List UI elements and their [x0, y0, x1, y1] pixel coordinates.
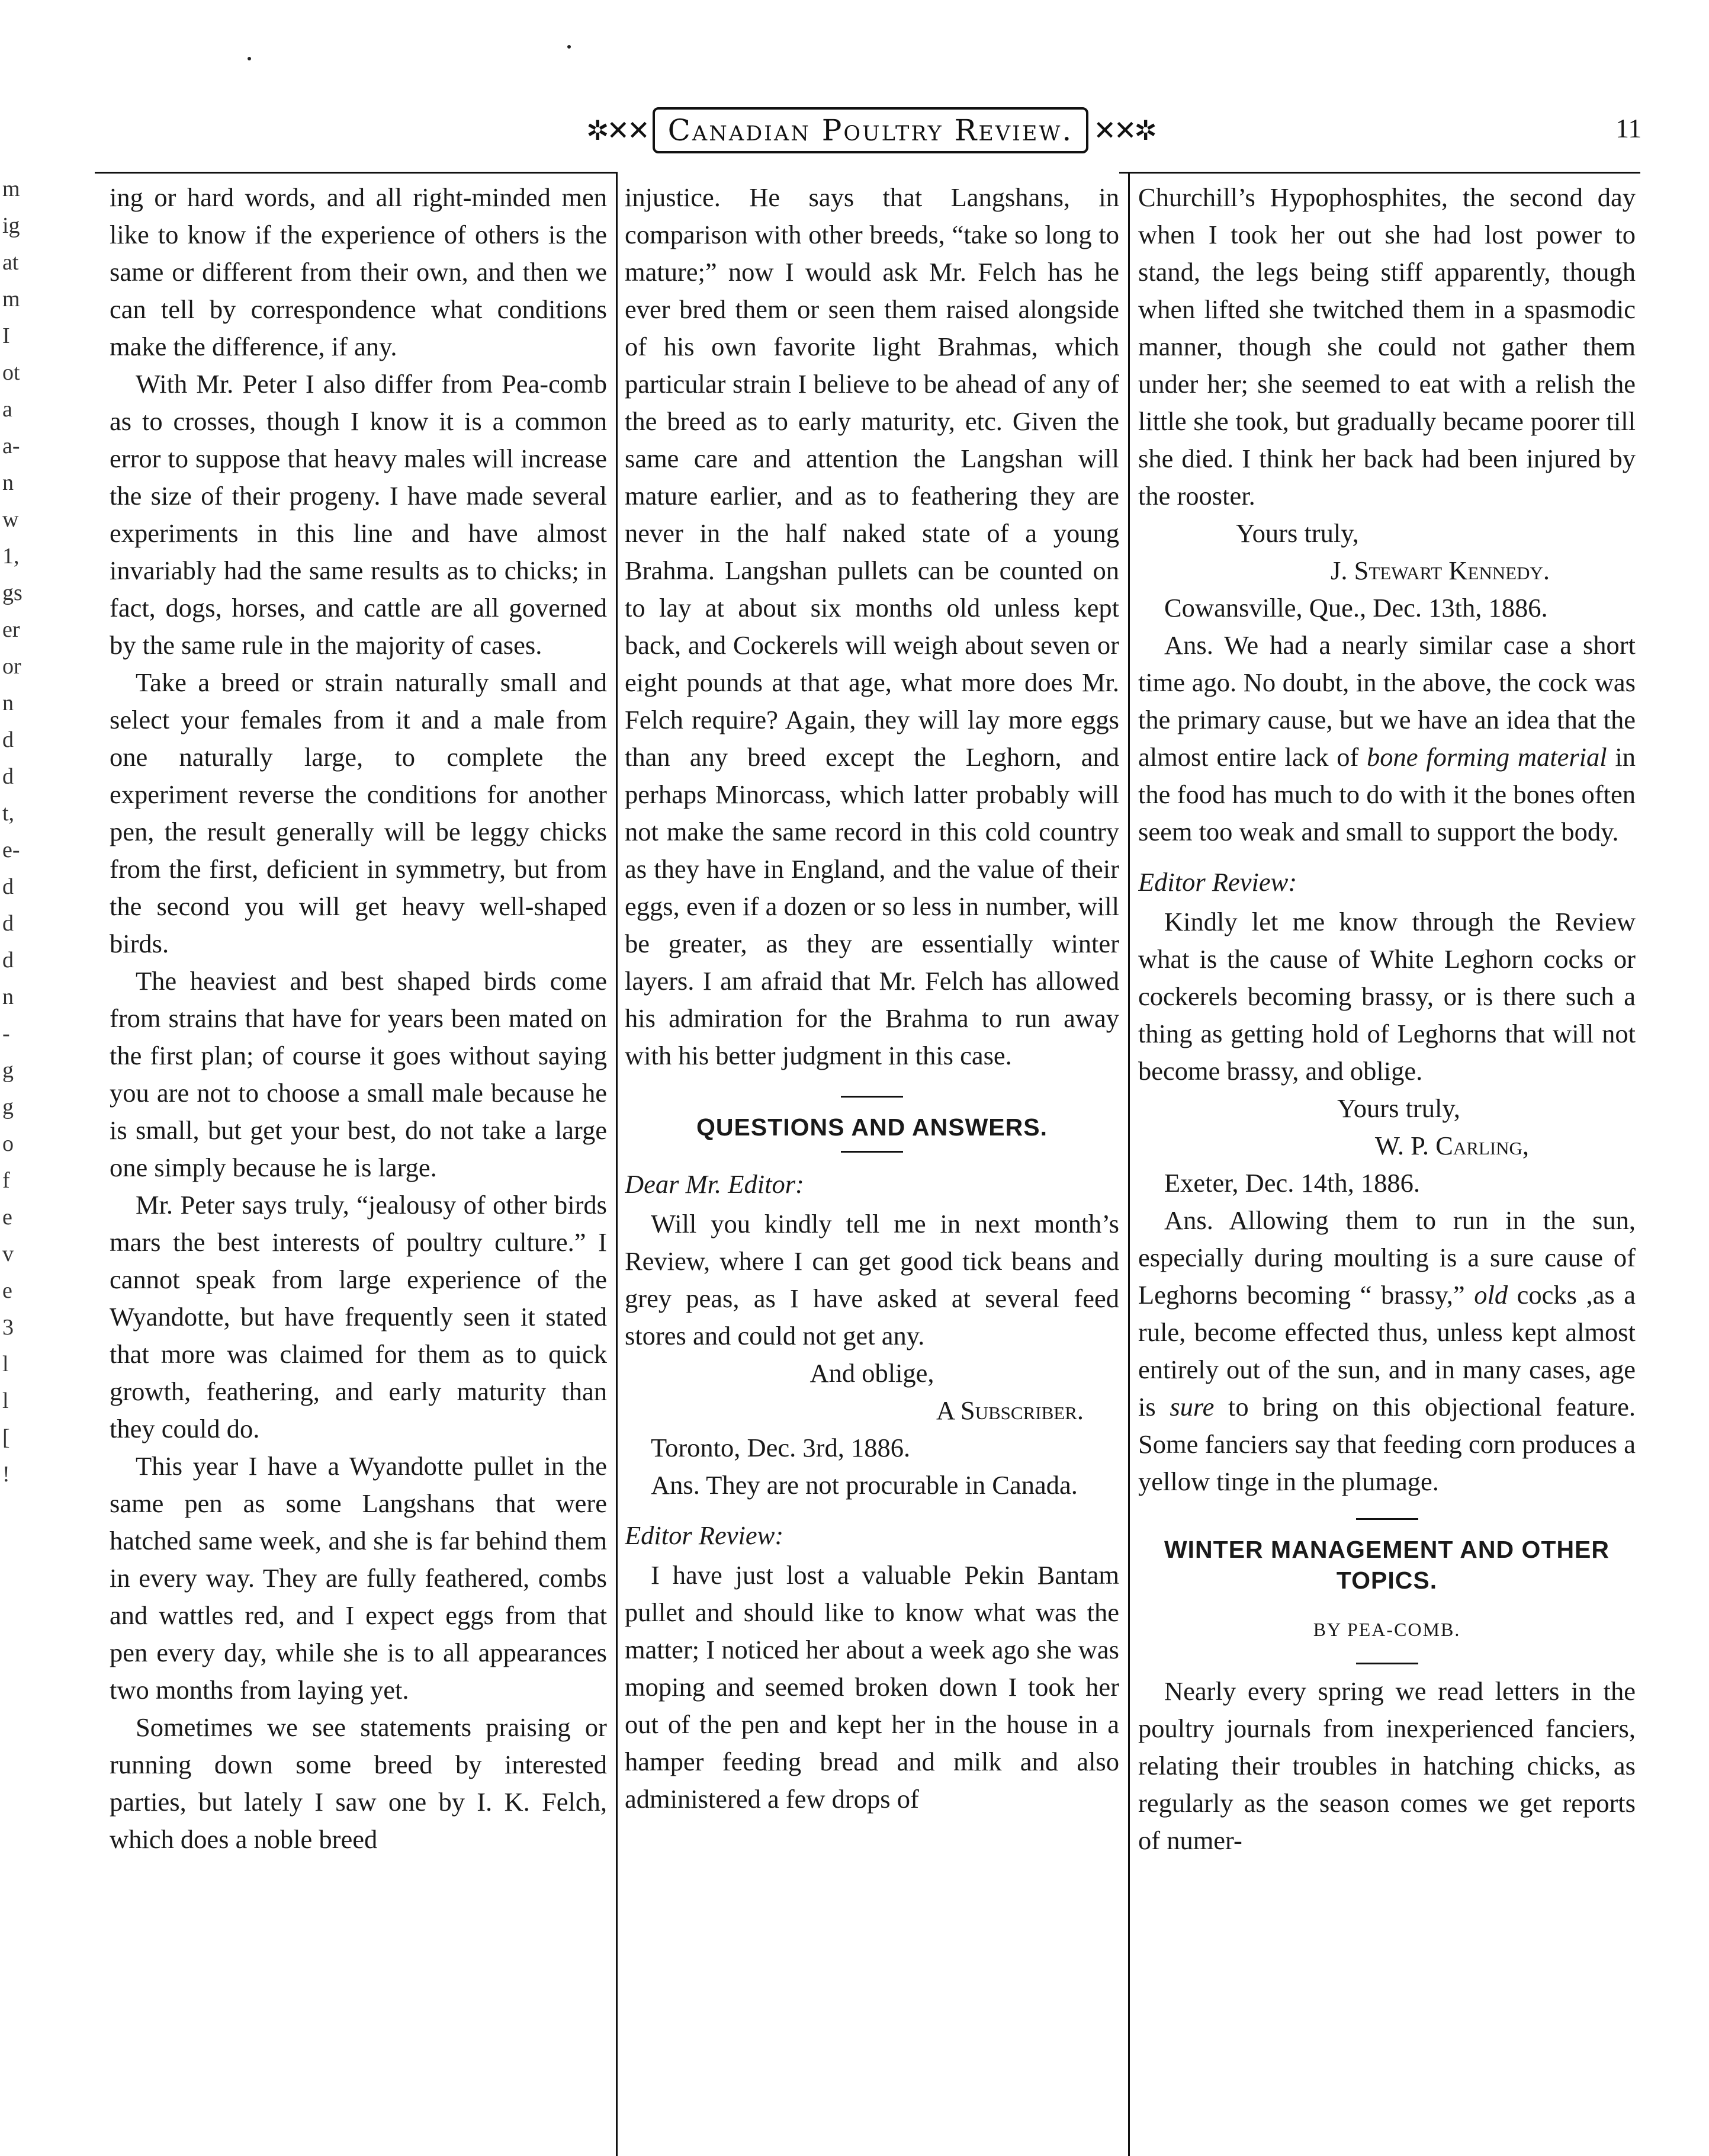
margin-fragment: I [2, 323, 10, 348]
closing: Yours truly, [1236, 518, 1359, 548]
margin-fragment: e [2, 1205, 12, 1230]
column-rule [616, 172, 618, 2156]
answer-text: Ans. We had a nearly similar case a short time ago. No doubt, in the above, the cock was the primary cause, but we have an idea that the almost entire lack of [1138, 630, 1636, 772]
paragraph: Take a breed or strain naturally small and select your females from it and a male from one naturally large, to complete the experiment reverse the conditions for another pen, the result generally will be leggy chicks from the first, deficient in symmetry, but from the second you will get heavy well-shaped birds. [110, 668, 607, 958]
paragraph: Mr. Peter says truly, “jealousy of other birds mars the best interests of poultry culture.” I cannot speak from large experience of the Wyandotte, but have frequently seen it stated that more was claimed for them as to quick growth, feathering, and early maturity than they could do. [110, 1190, 607, 1443]
closing: And oblige, [809, 1358, 934, 1388]
left-margin-fragments [2, 172, 38, 1494]
answer [1138, 627, 1636, 851]
margin-fragment: a [2, 397, 12, 422]
signature: W. P. Carling, [1374, 1131, 1530, 1160]
margin-fragment: ig [2, 213, 20, 238]
ornament-icon: ✕✕✲ [1093, 116, 1155, 146]
answer-text: in the food has much to do with it the bones often seem too weak and small to support the body. [1138, 742, 1636, 846]
divider [841, 1096, 903, 1098]
speck [567, 45, 571, 49]
margin-fragment: ot [2, 360, 20, 385]
margin-fragment: - [2, 1021, 10, 1046]
byline: BY PEA-COMB. [1313, 1619, 1461, 1640]
paragraph: Churchill’s Hypophosphites, the second day when I took her out she had lost power to stand, the legs being stiff apparently, though when lifted she twitched them in a spasmodic manner, though she could not gather them under her; she seemed to eat with a relish the little she took, but gradually became poorer till she died. I think her back had been injured by the rooster. [1138, 182, 1636, 511]
margin-fragment: at [2, 250, 19, 275]
divider [1356, 1518, 1418, 1520]
salutation: Dear Mr. Editor: [625, 1169, 804, 1199]
divider [841, 1151, 903, 1153]
margin-fragment: d [2, 911, 14, 936]
letter-body: Will you kindly tell me in next month’s Review, where I can get good tick beans and grey peas, as I have asked at several feed stores and could not get any. [625, 1209, 1119, 1350]
top-rule [1119, 172, 1640, 174]
margin-fragment: 1, [2, 544, 20, 569]
margin-fragment: g [2, 1058, 14, 1083]
paragraph: ing or hard words, and all right-minded men like to know if the experience of others is the same or different from their own, and then we can tell by correspondence what conditions make the difference, if any. [110, 182, 607, 361]
answer-text: to bring on this objectional feature. Some fanciers say that feeding corn produces a yellow tinge in the plumage. [1138, 1392, 1636, 1496]
margin-fragment: n [2, 470, 14, 495]
signature: A Subscriber. [936, 1395, 1084, 1425]
divider [1356, 1663, 1418, 1664]
masthead-title: Canadian Poultry Review. [653, 107, 1089, 153]
margin-fragment: [ [2, 1425, 10, 1450]
top-rule [95, 172, 617, 174]
paragraph: The heaviest and best shaped birds come from strains that have for years been mated on the first plan; of course it goes without saying you are not to choose a small male because he is small, but get your best, do not take a large one simply because he is large. [110, 966, 607, 1182]
margin-fragment: t, [2, 801, 15, 826]
ornament-icon: ✲✕✕ [586, 116, 648, 146]
letter-body: I have just lost a valuable Pekin Bantam pullet and should like to know what was the matter; I noticed her about a week ago she was moping and seemed broken down I took her out of the pen and kept her in the house in a hamper feeding bread and milk and also administered a few drops of [625, 1560, 1119, 1814]
dateline: Toronto, Dec. 3rd, 1886. [651, 1433, 911, 1462]
speck [248, 57, 251, 60]
answer [1138, 1202, 1636, 1500]
answer: Ans. They are not procurable in Canada. [651, 1470, 1078, 1500]
margin-fragment: m [2, 287, 20, 312]
dateline: Exeter, Dec. 14th, 1886. [1164, 1168, 1420, 1198]
paragraph: Sometimes we see statements praising or running down some breed by interested parties, but lately I saw one by I. K. Felch, which does a noble breed [110, 1712, 607, 1854]
paragraph: Nearly every spring we read letters in the poultry journals from inexperienced fanciers, relating their troubles in hatching chicks, as regularly as the season comes we get reports of numer- [1138, 1676, 1636, 1855]
margin-fragment: er [2, 617, 20, 642]
column-2 [625, 179, 1119, 2156]
salutation: Editor Review: [625, 1520, 784, 1550]
salutation: Editor Review: [1138, 867, 1297, 897]
emphasis: old [1474, 1280, 1508, 1310]
margin-fragment: v [2, 1241, 14, 1266]
margin-fragment: w [2, 507, 19, 532]
margin-fragment: d [2, 874, 14, 899]
margin-fragment: or [2, 654, 21, 679]
emphasis: sure [1170, 1392, 1215, 1422]
margin-fragment: l [2, 1388, 9, 1413]
emphasis: bone forming material [1367, 742, 1607, 772]
margin-fragment: g [2, 1095, 14, 1119]
margin-fragment: d [2, 727, 14, 752]
margin-fragment: 3 [2, 1315, 14, 1340]
margin-fragment: o [2, 1131, 14, 1156]
masthead [580, 98, 1161, 163]
dateline: Cowansville, Que., Dec. 13th, 1886. [1164, 593, 1548, 623]
section-heading: WINTER MANAGEMENT AND OTHER TOPICS. [1164, 1536, 1610, 1594]
letter-body: Kindly let me know through the Review what is the cause of White Leghorn cocks or cockerels becoming brassy, or is there such a thing as getting hold of Leghorns that will not become brassy, and oblige. [1138, 907, 1636, 1086]
column-3 [1138, 179, 1636, 2156]
margin-fragment: a- [2, 434, 20, 458]
paragraph: injustice. He says that Langshans, in comparison with other breeds, “take so long to mature;” now I would ask Mr. Felch has he ever bred them or seen them raised alongside of his own favorite light Brahmas, which particular strain I believe to be ahead of any of the breed as to early maturity, etc. Given the same care and attention the Langshan will mature earlier, and as to feathering they are never in the half naked state of a young Brahma. Langshan pullets can be counted on to lay at about six months old unless kept back, and Cockerels will weigh about seven or eight pounds at that age, what more does Mr. Felch require? Again, they will lay more eggs than any breed except the Leghorn, and perhaps Minorcass, which latter probably will not make the same record in this cold country as they have in England, and the value of their eggs, even if a dozen or so less in number, will be greater, as they are essentially winter layers. I am afraid that Mr. Felch has allowed his admiration for the Brahma to run away with his better judgment in this case. [625, 182, 1119, 1070]
margin-fragment: f [2, 1168, 10, 1193]
margin-fragment: e- [2, 838, 20, 862]
page-number: 11 [1615, 113, 1642, 143]
margin-fragment: d [2, 764, 14, 789]
margin-fragment: n [2, 691, 14, 716]
margin-fragment: m [2, 177, 20, 201]
section-heading: QUESTIONS AND ANSWERS. [696, 1114, 1048, 1141]
closing: Yours truly, [1337, 1093, 1460, 1123]
answer-text: cocks ,as a rule, become effected thus, unless kept almost entirely out of the sun, and in many cases, age is [1138, 1280, 1636, 1422]
margin-fragment: e [2, 1278, 12, 1303]
margin-fragment: n [2, 984, 14, 1009]
signature: J. Stewart Kennedy. [1331, 556, 1550, 585]
column-rule [1128, 172, 1130, 2156]
margin-fragment: d [2, 948, 14, 973]
column-1 [110, 179, 607, 2156]
margin-fragment: gs [2, 580, 23, 605]
answer-text: Ans. Allowing them to run in the sun, especially during moulting is a sure cause of Leghorns becoming “ brassy,” [1138, 1205, 1636, 1310]
margin-fragment: l [2, 1352, 9, 1377]
paragraph: This year I have a Wyandotte pullet in the same pen as some Langshans that were hatched same week, and she is far behind them in every way. They are fully feathered, combs and wattles red, and I expect eggs from that pen every day, while she is to all appearances two months from laying yet. [110, 1451, 607, 1705]
margin-fragment: ! [2, 1462, 10, 1487]
paragraph: With Mr. Peter I also differ from Pea-comb as to crosses, though I know it is a common error to suppose that heavy males will increase the size of their progeny. I have made several experiments in this line and have almost invariably had the same results as to chicks; in fact, dogs, horses, and cattle are all governed by the same rule in the majority of cases. [110, 369, 607, 660]
